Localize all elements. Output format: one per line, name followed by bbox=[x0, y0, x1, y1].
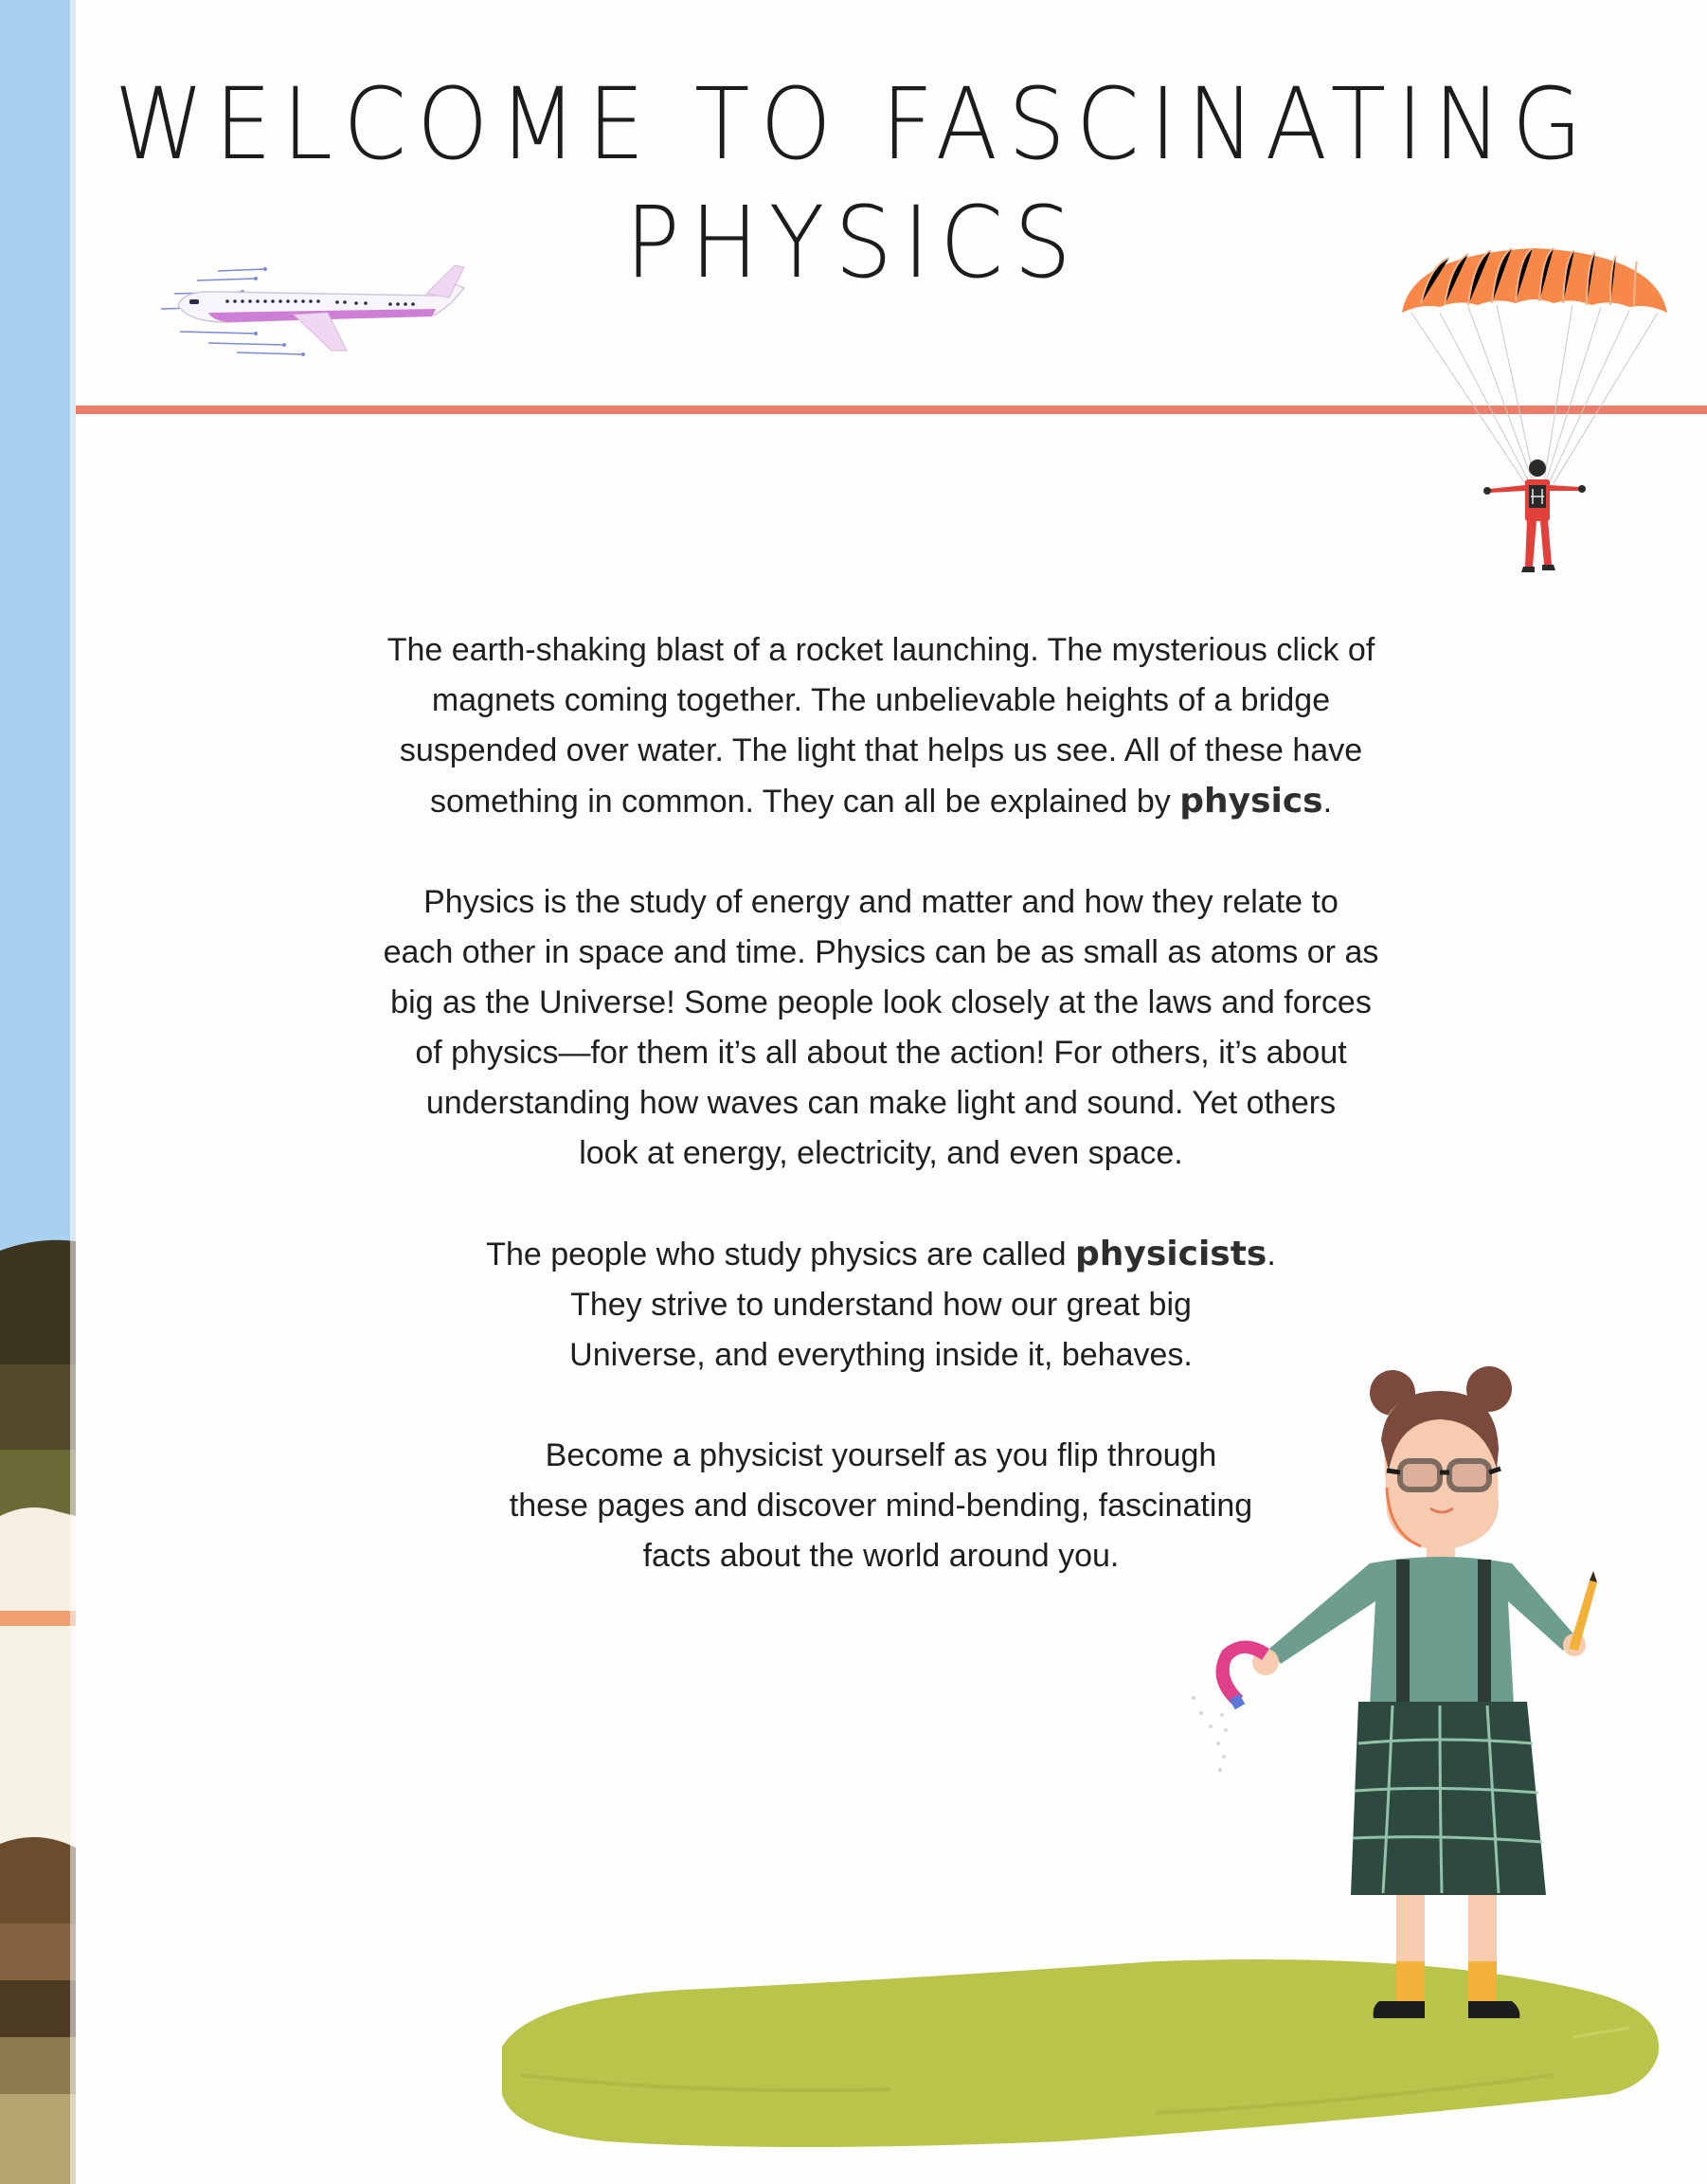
keyword-physics: physics bbox=[1179, 782, 1323, 821]
paragraph-2-line-6: look at energy, electricity, and even space. bbox=[579, 1135, 1183, 1171]
paragraph-3-line-3: Universe, and everything inside it, behaves. bbox=[569, 1337, 1193, 1373]
paragraph-3-line-1-start: The people who study physics are called bbox=[486, 1236, 1075, 1272]
paragraph-1 bbox=[313, 625, 1449, 827]
paragraph-1-line-2: magnets coming together. The unbelievable heights of a bridge bbox=[431, 682, 1331, 718]
paragraph-2-line-5: understanding how waves can make light and sound. Yet others bbox=[425, 1085, 1337, 1121]
paragraph-1-line-4-start: something in common. They can all be explained by bbox=[429, 784, 1180, 820]
title-line-2: PHYSICS bbox=[625, 184, 1082, 300]
airplane-illustration bbox=[152, 256, 474, 370]
paragraph-4-line-1: Become a physicist yourself as you flip through bbox=[545, 1437, 1217, 1473]
paragraph-3-line-1-end: . bbox=[1267, 1236, 1276, 1272]
girl-with-magnet-illustration bbox=[1156, 1364, 1667, 2085]
paragraph-2-line-4: of physics—for them it’s all about the action! For others, it’s about bbox=[415, 1035, 1347, 1071]
paragraph-3 bbox=[313, 1229, 1449, 1381]
paragraph-4-line-3: facts about the world around you. bbox=[642, 1538, 1120, 1574]
paragraph-1-line-1: The earth-shaking blast of a rocket launching. The mysterious click of bbox=[386, 632, 1375, 668]
parachutist-illustration bbox=[1393, 237, 1677, 587]
paragraph-4-line-2: these pages and discover mind-bending, fascinating bbox=[509, 1488, 1253, 1524]
left-page-edge-art bbox=[0, 0, 76, 2184]
paragraph-1-line-3: suspended over water. The light that helps us see. All of these have bbox=[399, 732, 1363, 768]
paragraph-2-line-1: Physics is the study of energy and matter and how they relate to bbox=[423, 884, 1339, 920]
keyword-physicists: physicists bbox=[1074, 1235, 1267, 1273]
paragraph-1-line-4-end: . bbox=[1322, 784, 1333, 820]
title-line-1: WELCOME TO FASCINATING bbox=[114, 66, 1593, 182]
paragraph-2-line-2: each other in space and time. Physics can be as small as atoms or as bbox=[383, 934, 1379, 970]
paragraph-2 bbox=[313, 877, 1449, 1179]
paragraph-2-line-3: big as the Universe! Some people look closely at the laws and forces bbox=[390, 984, 1372, 1020]
paragraph-3-line-2: They strive to understand how our great big bbox=[570, 1287, 1192, 1323]
